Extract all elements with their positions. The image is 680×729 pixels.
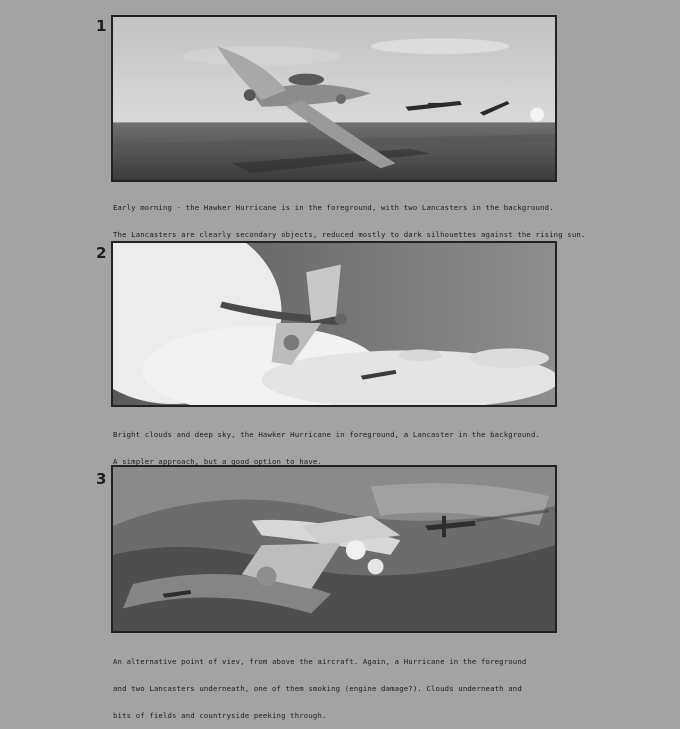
caption-line: The Lancasters are clearly secondary objects, reduced mostly to dark silhouettes against the rising sun. xyxy=(113,230,586,239)
caption-line: A simpler approach, but a good option to have. xyxy=(113,457,322,466)
caption-line: bits of fields and countryside peeking through. xyxy=(113,711,327,720)
storyboard-frame-2 xyxy=(111,241,557,407)
caption-line: An alternative point of viev, from above the aircraft. Again, a Hurricane in the foreground xyxy=(113,657,527,666)
panel-number-2: 2 xyxy=(96,244,107,262)
caption-line: Bright clouds and deep sky, the Hawker Hurricane in foreground, a Lancaster in the background. xyxy=(113,430,541,439)
caption-3 xyxy=(113,639,603,729)
sketch-image-3 xyxy=(113,467,555,631)
caption-line: Early morning - the Hawker Hurricane is in the foreground, with two Lancasters in the background. xyxy=(113,203,554,212)
caption-line: and two Lancasters underneath, one of them smoking (engine damage?). Clouds underneath and xyxy=(113,684,522,693)
panel-number-1: 1 xyxy=(96,17,107,35)
panel-number-3: 3 xyxy=(96,470,107,488)
sketch-image-1 xyxy=(113,17,555,180)
storyboard-frame-1 xyxy=(111,15,557,182)
storyboard-frame-3 xyxy=(111,465,557,633)
sketch-image-2 xyxy=(113,243,555,405)
